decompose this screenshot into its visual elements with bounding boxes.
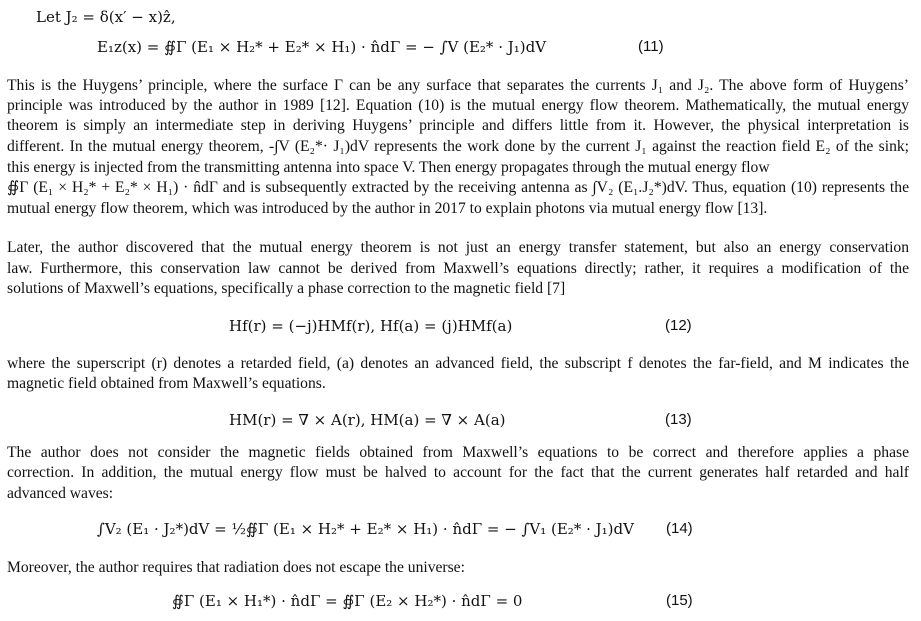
- equation-15-number: (15): [666, 592, 693, 609]
- equation-15: ∯Γ (E₁ × H₁*) · n̂dΓ = ∯Γ (E₂ × H₂*) · n̂dΓ = 0: [172, 592, 523, 610]
- paragraph-3-line-2: magnetic field obtained from Maxwell’s equations.: [7, 375, 326, 392]
- paragraph-5-line-1: Moreover, the author requires that radiation does not escape the universe:: [7, 559, 465, 576]
- paragraph-2-line-3: solutions of Maxwell’s equations, specifically a phase correction to the magnetic field [7]: [7, 280, 566, 297]
- paragraph-1-line-5: this energy is injected from the transmitting antenna into space V. Then energy propagates through the mutual energy flow: [7, 159, 770, 176]
- paragraph-1-line-6: ∯Γ (E₁ × H₂* + E₂* × H₁) · n̂dΓ and is subsequently extracted by the receiving antenna as ∫V₂ (E₁.J₂*)dV. Thus, equation (10) represents the: [7, 179, 909, 196]
- paragraph-1-line-7: mutual energy flow theorem, which was introduced by the author in 2017 to explain photons via mutual energy flow [13].: [7, 200, 768, 217]
- equation-14: ∫V₂ (E₁ · J₂*)dV = ½∯Γ (E₁ × H₂* + E₂* × H₁) · n̂dΓ = − ∫V₁ (E₂* · J₁)dV: [97, 520, 634, 538]
- paragraph-1-line-2: principle was introduced by the author in 1989 [12]. Equation (10) is the mutual energy flow theorem. Mathematically, the mutual energy: [7, 97, 909, 114]
- paragraph-4-line-1: The author does not consider the magnetic fields obtained from Maxwell’s equations to be correct and therefore applies a phase: [7, 444, 909, 461]
- equation-12-number: (12): [665, 317, 692, 334]
- paragraph-2-line-1: Later, the author discovered that the mutual energy theorem is not just an energy transfer statement, but also an energy conservation: [7, 239, 909, 256]
- equation-14-number: (14): [666, 520, 693, 537]
- equation-12: Hf(r) = (−j)HMf(r), Hf(a) = (j)HMf(a): [229, 317, 513, 335]
- paragraph-4-line-3: advanced waves:: [7, 485, 114, 502]
- equation-11-number: (11): [638, 38, 664, 55]
- equation-13: HM(r) = ∇ × A(r), HM(a) = ∇ × A(a): [229, 411, 506, 429]
- paragraph-2-line-2: law. Furthermore, this conservation law cannot be derived from Maxwell’s equations directly; rather, it requires a modification of the: [7, 260, 909, 277]
- paragraph-4-line-2: correction. In addition, the mutual energy flow must be halved to account for the fact that the current generates half retarded and half: [7, 464, 909, 481]
- equation-11: E₁z(x) = ∯Γ (E₁ × H₂* + E₂* × H₁) · n̂dΓ = − ∫V (E₂* · J₁)dV: [97, 38, 547, 56]
- paragraph-3-line-1: where the superscript (r) denotes a retarded field, (a) denotes an advanced field, the subscript f denotes the far-field, and M indicates the: [7, 355, 909, 372]
- paragraph-1-line-3: theorem is simply an intermediate step in deriving Huygens’ principle and differs little from it. However, the physical interpretation is: [7, 117, 909, 134]
- paragraph-1-line-4: different. In the mutual energy theorem, -∫V (E₂*· J₁)dV represents the work done by the current J₁ against the reaction field E₂ of the sink;: [7, 138, 909, 155]
- let-line: Let J₂ = δ(x′ − x)ẑ,: [36, 8, 176, 26]
- paragraph-1-line-1: This is the Huygens’ principle, where the surface Γ can be any surface that separates the currents J₁ and J₂. The above form of Huygens’: [7, 77, 909, 94]
- equation-13-number: (13): [665, 411, 692, 428]
